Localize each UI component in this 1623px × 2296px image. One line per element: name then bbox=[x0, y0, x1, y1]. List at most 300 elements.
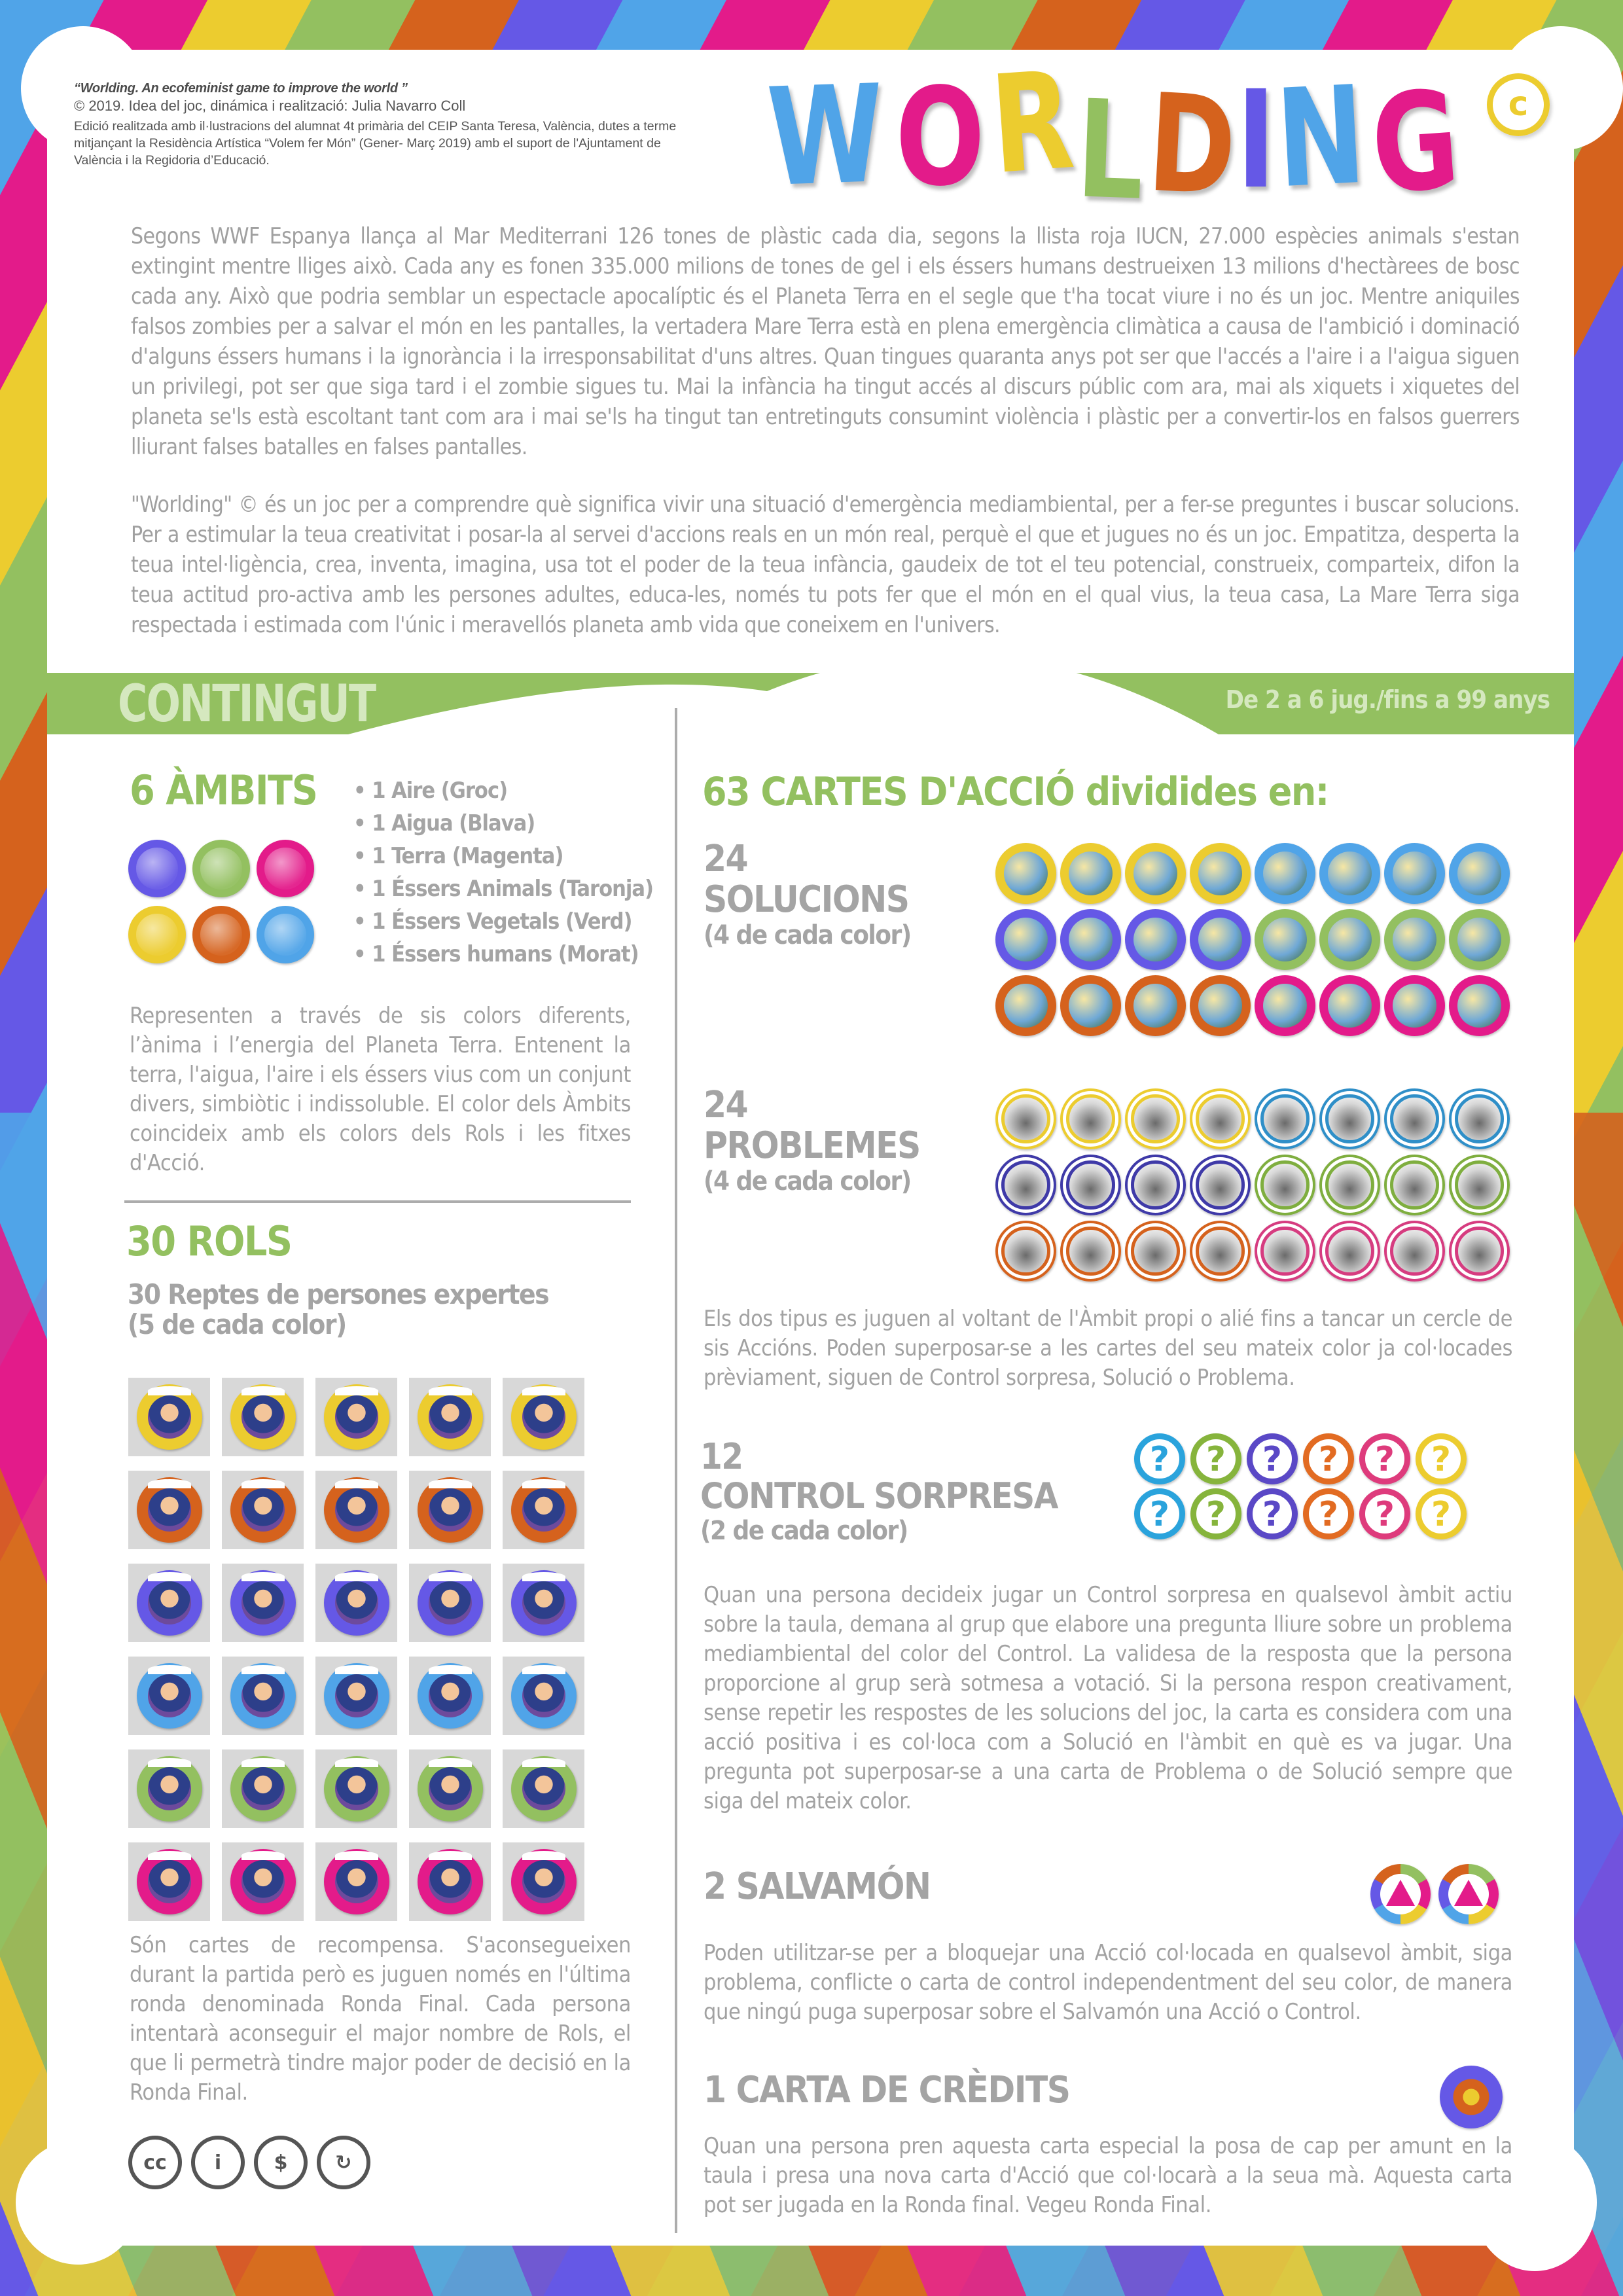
credits-edition: Edició realitzada amb il·lustracions del alumnat 4t primària del CEIP Santa Teresa, València, dutes a terme mitjançant la Residència Artística “Volem fer Món” (Gener- Març 2019) amb el suport de l'Ajuntament de València i la Regidoria d’Educació. bbox=[74, 119, 677, 168]
control-card[interactable] bbox=[1303, 1488, 1354, 1539]
problem-card-art bbox=[1131, 1094, 1179, 1143]
role-token bbox=[137, 1477, 202, 1543]
problem-card-art bbox=[1001, 1227, 1050, 1275]
problem-card-art bbox=[1001, 1160, 1050, 1209]
role-label-band bbox=[522, 1386, 565, 1395]
salvamon-heading: 2 SALVAMÓN bbox=[704, 1865, 931, 1908]
solution-card-art bbox=[1198, 984, 1242, 1028]
intro-paragraph-2: "Worlding" © és un joc per a comprendre què significa vivir una situació d'emergència mediambiental, per a fer-se preguntes i buscar solucions. Per a estimular la teua creativitat i posar-la al servei d'accions reals en un món real, perquè el que et jugues no és un joc. Empatitza, desperta la teua intel·ligència, crea, inventa, imagina, usa tot el poder de la teua infància, gaudeix de tot el teu potencial, construeix, comparteix, difon la teua actitud pro-activa amb les persones adultes, educa-les, només tu pots fer que el món en el qual vius, la teua casa, La Mare Terra siga respectada i estimada com l'únic i meravellós planeta amb vida que coneixem en l'univers. bbox=[131, 492, 1520, 637]
role-card[interactable] bbox=[315, 1378, 397, 1456]
problem-card[interactable] bbox=[1255, 1155, 1315, 1215]
question-mark-icon: ? bbox=[1262, 1495, 1283, 1534]
ambit-list-item: • 1 Éssers Vegetals (Verd) bbox=[353, 905, 653, 938]
role-label-band bbox=[148, 1479, 191, 1488]
role-token bbox=[324, 1477, 389, 1543]
solution-card-art bbox=[1393, 852, 1436, 895]
ambit-list-item: • 1 Aigua (Blava) bbox=[353, 807, 653, 840]
problem-card[interactable] bbox=[1125, 1088, 1186, 1149]
solution-card-art bbox=[1004, 918, 1048, 961]
control-note: (2 de cada color) bbox=[700, 1516, 908, 1546]
role-label-band bbox=[241, 1758, 285, 1767]
logo-letter: N bbox=[1272, 56, 1369, 219]
problem-card[interactable] bbox=[1449, 1155, 1510, 1215]
solutions-title: SOLUCIONS bbox=[704, 878, 909, 921]
problem-card[interactable] bbox=[1319, 1155, 1380, 1215]
problem-card-art bbox=[1390, 1160, 1438, 1209]
solution-card[interactable] bbox=[1125, 975, 1186, 1036]
problem-card[interactable] bbox=[1449, 1088, 1510, 1149]
roles-description: Són cartes de recompensa. S'aconsegueixen durant la partida però es juguen només en l'última ronda denominada Ronda Final. Cada persona intentarà aconseguir el major nombre de Rols, el que li permetrà tindre major poder de decisió en la Ronda Final. bbox=[130, 1932, 631, 2106]
role-card[interactable] bbox=[128, 1749, 210, 1828]
role-portrait bbox=[522, 1860, 565, 1903]
role-token bbox=[230, 1384, 296, 1450]
role-card[interactable] bbox=[222, 1749, 304, 1828]
role-token bbox=[418, 1570, 483, 1636]
role-card[interactable] bbox=[315, 1564, 397, 1642]
sharealike-icon: ↻ bbox=[317, 2136, 370, 2189]
solution-card-art bbox=[1263, 984, 1307, 1028]
control-card[interactable] bbox=[1359, 1488, 1410, 1539]
logo-letter: L bbox=[1074, 71, 1147, 230]
role-portrait bbox=[241, 1581, 285, 1624]
copyright-icon: c bbox=[1487, 73, 1550, 136]
control-count: 12 bbox=[700, 1436, 743, 1477]
role-token bbox=[137, 1663, 202, 1729]
role-portrait bbox=[335, 1581, 378, 1624]
roles-subheading-line1: 30 Reptes de persones expertes bbox=[128, 1278, 549, 1310]
role-card[interactable] bbox=[503, 1842, 584, 1921]
problems-description: Els dos tipus es juguen al voltant de l'Àmbit propi o alié fins a tancar un cercle de sis Accións. Poden superposar-se a les cartes del seu mateix color ja col·locades prèviament, siguen de Control sorpresa, Solució o Problema. bbox=[704, 1306, 1512, 1391]
problem-card[interactable] bbox=[1060, 1221, 1121, 1282]
role-token bbox=[418, 1756, 483, 1821]
role-card[interactable] bbox=[409, 1657, 491, 1735]
role-card[interactable] bbox=[503, 1564, 584, 1642]
role-label-band bbox=[522, 1572, 565, 1581]
question-mark-icon: ? bbox=[1374, 1495, 1395, 1534]
role-label-band bbox=[148, 1572, 191, 1581]
role-card[interactable] bbox=[222, 1378, 304, 1456]
salvamon-card[interactable] bbox=[1370, 1864, 1431, 1924]
credits-card-heading: 1 CARTA DE CRÈDITS bbox=[704, 2069, 1070, 2111]
attribution-icon: i bbox=[191, 2136, 245, 2189]
role-label-band bbox=[241, 1386, 285, 1395]
section-divider bbox=[124, 1200, 631, 1203]
solution-card-art bbox=[1198, 918, 1242, 961]
logo-letter: R bbox=[986, 41, 1079, 205]
control-heading bbox=[700, 1437, 1058, 1546]
problem-card-art bbox=[1001, 1094, 1050, 1143]
role-portrait bbox=[148, 1395, 191, 1439]
control-card[interactable] bbox=[1359, 1433, 1410, 1484]
problem-card-art bbox=[1260, 1227, 1309, 1275]
role-portrait bbox=[241, 1674, 285, 1717]
role-label-band bbox=[429, 1665, 472, 1674]
control-card[interactable] bbox=[1416, 1488, 1467, 1539]
control-card[interactable] bbox=[1190, 1433, 1241, 1484]
role-card[interactable] bbox=[128, 1842, 210, 1921]
intro-paragraph-1: Segons WWF Espanya llança al Mar Mediterrani 126 tones de plàstic cada dia, segons la llista roja IUCN, 27.000 espècies animals s'estan extingint mentre lliges això. Cada any es fonen 335.000 milions de tones de gel i els éssers humans destrueixen 13 milions d'hectàrees de bosc cada any. Això que podria semblar un espectacle apocalíptic és el Planeta Terra en el segle que t'ha tocat viure i no és un joc. Mentre aniquiles falsos zombies per a salvar el món en les pantalles, la vertadera Mare Terra està en plena emergència climàtica a causa de l'ambició i dominació d'alguns éssers humans i la ignorància i la irresponsabilitat d'uns altres. Quan tingues quaranta anys pot ser que l'accés a l'aire i a l'aigua siguen un privilegi, pot ser que siga tard i el zombie sigues tu. Mai la infància ha tingut accés al discurs públic com ara, mai als xiquets i xiquetes del planeta se'ls està escoltant tant com ara i mai se'ls ha tingut tan entretinguts consumint violència i plàstic per a convertir-los en falsos guerrers lliurant falses batalles en falses pantalles. bbox=[131, 223, 1520, 459]
role-label-band bbox=[522, 1851, 565, 1860]
solution-card-art bbox=[1457, 852, 1501, 895]
problem-card[interactable] bbox=[1384, 1221, 1445, 1282]
problem-card[interactable] bbox=[1125, 1155, 1186, 1215]
logo-letter: D bbox=[1144, 64, 1240, 226]
ambit-tokens bbox=[128, 840, 318, 963]
credits-block bbox=[74, 80, 702, 169]
role-portrait bbox=[522, 1674, 565, 1717]
role-token bbox=[137, 1384, 202, 1450]
solution-card-art bbox=[1004, 984, 1048, 1028]
role-token bbox=[418, 1477, 483, 1543]
ambit-list-item: • 1 Aire (Groc) bbox=[353, 774, 653, 807]
role-portrait bbox=[522, 1581, 565, 1624]
solutions-note: (4 de cada color) bbox=[704, 920, 911, 950]
triangle-icon bbox=[1454, 1880, 1483, 1906]
problems-note: (4 de cada color) bbox=[704, 1166, 911, 1196]
solution-card[interactable] bbox=[1060, 975, 1121, 1036]
role-portrait bbox=[335, 1395, 378, 1439]
role-token bbox=[418, 1384, 483, 1450]
solution-card[interactable] bbox=[995, 843, 1056, 904]
role-token bbox=[511, 1477, 577, 1543]
column-divider bbox=[675, 708, 677, 2233]
role-label-band bbox=[148, 1758, 191, 1767]
role-card[interactable] bbox=[315, 1749, 397, 1828]
role-portrait bbox=[335, 1767, 378, 1810]
logo-letter: G bbox=[1366, 61, 1465, 224]
role-card[interactable] bbox=[409, 1564, 491, 1642]
actions-heading: 63 CARTES D'ACCIÓ dividides en: bbox=[702, 769, 1329, 815]
role-card[interactable] bbox=[409, 1842, 491, 1921]
salvamon-cards bbox=[1370, 1864, 1499, 1924]
problem-card[interactable] bbox=[1255, 1221, 1315, 1282]
problem-card-art bbox=[1455, 1227, 1503, 1275]
creative-commons-license bbox=[128, 2136, 370, 2189]
role-label-band bbox=[335, 1758, 378, 1767]
credits-author: © 2019. Idea del joc, dinámica i realització: Julia Navarro Coll bbox=[74, 98, 466, 114]
problem-card[interactable] bbox=[1384, 1155, 1445, 1215]
problem-card[interactable] bbox=[1060, 1088, 1121, 1149]
problem-card-art bbox=[1131, 1227, 1179, 1275]
role-portrait bbox=[429, 1860, 472, 1903]
problem-card-art bbox=[1325, 1227, 1374, 1275]
problem-card[interactable] bbox=[1190, 1088, 1251, 1149]
solution-card[interactable] bbox=[1190, 843, 1251, 904]
problems-heading bbox=[704, 1085, 920, 1196]
solution-card-art bbox=[1004, 852, 1048, 895]
problem-card-art bbox=[1325, 1094, 1374, 1143]
solution-card-art bbox=[1393, 918, 1436, 961]
solution-card[interactable] bbox=[1384, 909, 1445, 970]
question-mark-icon: ? bbox=[1149, 1495, 1170, 1534]
role-label-band bbox=[148, 1851, 191, 1860]
role-portrait bbox=[241, 1767, 285, 1810]
role-card[interactable] bbox=[222, 1842, 304, 1921]
solution-card-art bbox=[1328, 984, 1372, 1028]
role-card[interactable] bbox=[409, 1471, 491, 1549]
role-token bbox=[137, 1849, 202, 1914]
ambit-token-art bbox=[264, 848, 306, 889]
solution-card[interactable] bbox=[1319, 843, 1380, 904]
solution-card[interactable] bbox=[1384, 843, 1445, 904]
control-card[interactable] bbox=[1134, 1433, 1185, 1484]
question-mark-icon: ? bbox=[1262, 1440, 1283, 1479]
role-label-band bbox=[335, 1386, 378, 1395]
role-token bbox=[511, 1663, 577, 1729]
cc-icon: cc bbox=[128, 2136, 182, 2189]
role-token bbox=[230, 1477, 296, 1543]
role-token bbox=[230, 1756, 296, 1821]
role-portrait bbox=[241, 1395, 285, 1439]
role-token bbox=[418, 1663, 483, 1729]
credits-card-icon bbox=[1440, 2066, 1503, 2128]
problem-card-art bbox=[1196, 1227, 1244, 1275]
role-card[interactable] bbox=[503, 1471, 584, 1549]
solution-card[interactable] bbox=[1125, 909, 1186, 970]
solution-card[interactable] bbox=[1190, 909, 1251, 970]
role-token bbox=[230, 1849, 296, 1914]
role-label-band bbox=[241, 1479, 285, 1488]
solution-card-art bbox=[1198, 852, 1242, 895]
ambit-token bbox=[257, 840, 314, 897]
ambit-list-item: • 1 Éssers Animals (Taronja) bbox=[353, 872, 653, 905]
problem-card[interactable] bbox=[1255, 1088, 1315, 1149]
solution-card[interactable] bbox=[995, 975, 1056, 1036]
ambit-token bbox=[192, 906, 250, 963]
role-token bbox=[324, 1663, 389, 1729]
ambit-list-item: • 1 Éssers humans (Morat) bbox=[353, 938, 653, 971]
role-token bbox=[511, 1570, 577, 1636]
solution-card-art bbox=[1069, 852, 1113, 895]
control-card[interactable] bbox=[1247, 1488, 1298, 1539]
solutions-heading bbox=[704, 839, 911, 950]
role-card[interactable] bbox=[128, 1657, 210, 1735]
problem-card-art bbox=[1260, 1094, 1309, 1143]
role-card[interactable] bbox=[409, 1749, 491, 1828]
question-mark-icon: ? bbox=[1431, 1495, 1452, 1534]
solution-card-art bbox=[1133, 852, 1177, 895]
question-mark-icon: ? bbox=[1149, 1440, 1170, 1479]
ambit-token-art bbox=[136, 914, 177, 955]
role-portrait bbox=[429, 1395, 472, 1439]
ambit-token-art bbox=[200, 848, 241, 889]
role-label-band bbox=[335, 1851, 378, 1860]
triangle-icon bbox=[1386, 1880, 1415, 1906]
problem-card[interactable] bbox=[995, 1155, 1056, 1215]
control-card[interactable] bbox=[1303, 1433, 1354, 1484]
problem-card[interactable] bbox=[1384, 1088, 1445, 1149]
solution-card-art bbox=[1133, 918, 1177, 961]
problem-card[interactable] bbox=[1319, 1088, 1380, 1149]
problem-card-art bbox=[1196, 1094, 1244, 1143]
question-mark-icon: ? bbox=[1205, 1495, 1226, 1534]
logo-letter: I bbox=[1236, 62, 1276, 219]
problem-card[interactable] bbox=[1060, 1155, 1121, 1215]
credits-card-description: Quan una persona pren aquesta carta especial la posa de cap per amunt en la taula i presa una nova carta d'Acció que col·locarà a la seua mà. Aquesta carta pot ser jugada en la Ronda final. Vegeu Ronda Final. bbox=[704, 2133, 1512, 2218]
question-mark-icon: ? bbox=[1318, 1440, 1339, 1479]
roles-subheading-line2: (5 de cada color) bbox=[128, 1308, 346, 1341]
role-token bbox=[511, 1849, 577, 1914]
ambits-list bbox=[353, 774, 653, 971]
control-card[interactable] bbox=[1190, 1488, 1241, 1539]
role-portrait bbox=[429, 1488, 472, 1532]
solution-card[interactable] bbox=[1190, 975, 1251, 1036]
logo-letter: W bbox=[764, 55, 887, 217]
role-label-band bbox=[429, 1479, 472, 1488]
solution-card[interactable] bbox=[1060, 909, 1121, 970]
solutions-grid bbox=[995, 843, 1510, 1036]
role-token bbox=[324, 1384, 389, 1450]
solution-card-art bbox=[1457, 984, 1501, 1028]
control-card[interactable] bbox=[1416, 1433, 1467, 1484]
role-portrait bbox=[335, 1674, 378, 1717]
solution-card[interactable] bbox=[1319, 909, 1380, 970]
role-portrait bbox=[148, 1581, 191, 1624]
role-label-band bbox=[335, 1665, 378, 1674]
solution-card-art bbox=[1263, 918, 1307, 961]
ambit-token-art bbox=[200, 914, 241, 955]
role-card[interactable] bbox=[315, 1657, 397, 1735]
problem-card-art bbox=[1390, 1227, 1438, 1275]
credits-title: “Worlding. An ecofeminist game to improve the world ” bbox=[74, 81, 408, 96]
solution-card[interactable] bbox=[1255, 975, 1315, 1036]
problems-title: PROBLEMES bbox=[704, 1124, 920, 1167]
role-card[interactable] bbox=[128, 1378, 210, 1456]
control-title: CONTROL SORPRESA bbox=[700, 1475, 1058, 1516]
solution-card-art bbox=[1069, 984, 1113, 1028]
solution-card[interactable] bbox=[1255, 909, 1315, 970]
solution-card[interactable] bbox=[1449, 843, 1510, 904]
role-label-band bbox=[148, 1386, 191, 1395]
solution-card[interactable] bbox=[1255, 843, 1315, 904]
problem-card[interactable] bbox=[995, 1088, 1056, 1149]
solution-card[interactable] bbox=[1125, 843, 1186, 904]
ambit-token-art bbox=[264, 914, 306, 955]
roles-heading: 30 ROLS bbox=[126, 1217, 292, 1265]
role-token bbox=[511, 1384, 577, 1450]
role-card[interactable] bbox=[409, 1378, 491, 1456]
ambits-description: Representen a través de sis colors diferents, l’ànima i l’energia del Planeta Terra. Entenent la terra, l'aigua, l'aire i els éssers vius com un conjunt divers, simbiòtic i indissoluble. El color dels Àmbits coincideix amb els colors dels Rols i les fitxes d'Acció. bbox=[130, 1003, 631, 1176]
logo-letter: O bbox=[895, 59, 986, 216]
role-portrait bbox=[429, 1581, 472, 1624]
role-label-band bbox=[241, 1851, 285, 1860]
role-portrait bbox=[148, 1674, 191, 1717]
salvamon-description: Poden utilitzar-se per a bloquejar una Acció col·locada en qualsevol àmbit, siga problema, conflicte o carta de control independentment del seu color, de manera que ningú puga superposar sobre el Salvamón una Acció o Control. bbox=[704, 1940, 1512, 2025]
control-card[interactable] bbox=[1247, 1433, 1298, 1484]
role-card[interactable] bbox=[315, 1471, 397, 1549]
problem-card-art bbox=[1455, 1160, 1503, 1209]
role-label-band bbox=[148, 1665, 191, 1674]
question-mark-icon: ? bbox=[1205, 1440, 1226, 1479]
solution-card-art bbox=[1263, 852, 1307, 895]
control-card[interactable] bbox=[1134, 1488, 1185, 1539]
problem-card-art bbox=[1066, 1227, 1115, 1275]
role-token bbox=[418, 1849, 483, 1914]
role-portrait bbox=[429, 1767, 472, 1810]
role-card[interactable] bbox=[503, 1378, 584, 1456]
solution-card-art bbox=[1393, 984, 1436, 1028]
role-token bbox=[324, 1849, 389, 1914]
role-portrait bbox=[522, 1488, 565, 1532]
solution-card[interactable] bbox=[1449, 909, 1510, 970]
role-portrait bbox=[335, 1488, 378, 1532]
role-label-band bbox=[522, 1758, 565, 1767]
role-portrait bbox=[241, 1860, 285, 1903]
salvamon-card[interactable] bbox=[1438, 1864, 1499, 1924]
role-label-band bbox=[429, 1758, 472, 1767]
ambit-token bbox=[257, 906, 314, 963]
question-mark-icon: ? bbox=[1374, 1440, 1395, 1479]
role-token bbox=[230, 1570, 296, 1636]
role-portrait bbox=[148, 1860, 191, 1903]
problem-card[interactable] bbox=[1190, 1155, 1251, 1215]
problem-card[interactable] bbox=[1319, 1221, 1380, 1282]
role-portrait bbox=[429, 1674, 472, 1717]
solution-card[interactable] bbox=[1449, 975, 1510, 1036]
role-token bbox=[324, 1570, 389, 1636]
problem-card-art bbox=[1390, 1094, 1438, 1143]
problems-grid bbox=[995, 1088, 1510, 1282]
problem-card-art bbox=[1066, 1160, 1115, 1209]
problem-card[interactable] bbox=[1125, 1221, 1186, 1282]
problem-card-art bbox=[1196, 1160, 1244, 1209]
ambit-token bbox=[192, 840, 250, 897]
role-card[interactable] bbox=[222, 1471, 304, 1549]
ambit-token bbox=[128, 906, 186, 963]
role-label-band bbox=[429, 1572, 472, 1581]
role-card[interactable] bbox=[503, 1749, 584, 1828]
problem-card-art bbox=[1260, 1160, 1309, 1209]
solution-card-art bbox=[1457, 918, 1501, 961]
role-card[interactable] bbox=[222, 1564, 304, 1642]
problem-card-art bbox=[1325, 1160, 1374, 1209]
problem-card[interactable] bbox=[1449, 1221, 1510, 1282]
role-portrait bbox=[148, 1767, 191, 1810]
role-portrait bbox=[522, 1395, 565, 1439]
role-card[interactable] bbox=[128, 1564, 210, 1642]
role-portrait bbox=[241, 1488, 285, 1532]
role-card[interactable] bbox=[222, 1657, 304, 1735]
ambit-token bbox=[128, 840, 186, 897]
solution-card[interactable] bbox=[1319, 975, 1380, 1036]
solution-card-art bbox=[1328, 918, 1372, 961]
ambits-heading: 6 ÀMBITS bbox=[130, 766, 317, 814]
solution-card[interactable] bbox=[995, 909, 1056, 970]
role-token bbox=[137, 1570, 202, 1636]
role-card[interactable] bbox=[503, 1657, 584, 1735]
problem-card-art bbox=[1455, 1094, 1503, 1143]
control-cards-grid bbox=[1134, 1433, 1467, 1539]
role-label-band bbox=[241, 1665, 285, 1674]
problem-card-art bbox=[1131, 1160, 1179, 1209]
solution-card-art bbox=[1328, 852, 1372, 895]
role-label-band bbox=[335, 1479, 378, 1488]
solution-card[interactable] bbox=[1060, 843, 1121, 904]
control-description: Quan una persona decideix jugar un Control sorpresa en qualsevol àmbit actiu sobre la taula, demana al grup que elabore una pregunta lliure sobre un problema mediambiental del color del Control. La validesa de la resposta que la persona proporcione al grup serà sotmesa a votació. Si la persona respon creativament, sense repetir les respostes de les solucions del joc, la carta es considera com una acció positiva i es col·loca com a Solució en l'àmbit en què es va jugar. Una pregunta pot superposar-se a una carta de Problema o de Solució sempre que siga del mateix color. bbox=[704, 1582, 1512, 1814]
question-mark-icon: ? bbox=[1318, 1495, 1339, 1534]
role-token bbox=[137, 1756, 202, 1821]
problem-card[interactable] bbox=[995, 1221, 1056, 1282]
problem-card[interactable] bbox=[1190, 1221, 1251, 1282]
roles-grid bbox=[128, 1378, 584, 1921]
role-label-band bbox=[429, 1386, 472, 1395]
role-card[interactable] bbox=[128, 1471, 210, 1549]
role-token bbox=[324, 1756, 389, 1821]
roles-subheading bbox=[128, 1280, 548, 1340]
solution-card[interactable] bbox=[1384, 975, 1445, 1036]
worlding-logo bbox=[751, 41, 1471, 230]
role-card[interactable] bbox=[315, 1842, 397, 1921]
